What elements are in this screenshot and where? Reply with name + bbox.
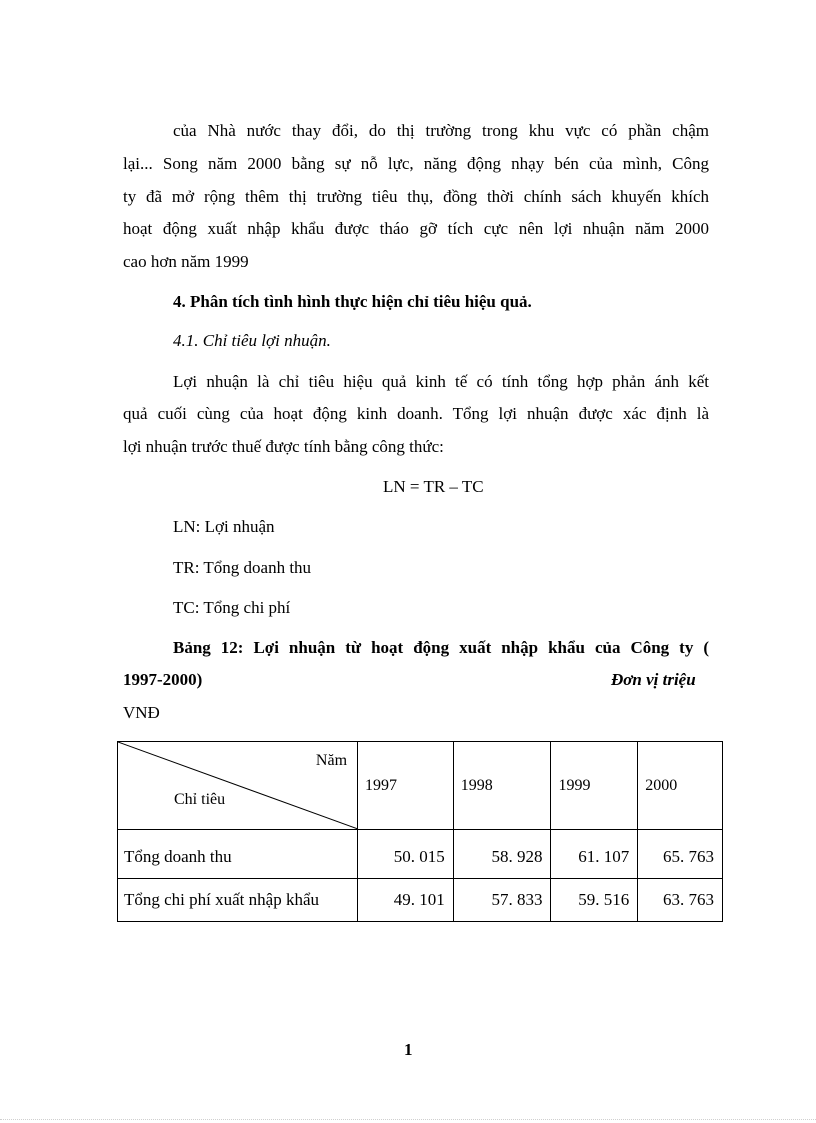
paragraph-line: hoạt động xuất nhập khẩu được tháo gỡ tích cực nên lợi nhuận năm 2000 [123, 219, 709, 238]
table-caption: Bảng 12: Lợi nhuận từ hoạt động xuất nhập khẩu của Công ty ( [173, 638, 709, 657]
table-cell: 57. 833 [453, 879, 551, 922]
diagonal-header-cell [118, 742, 358, 830]
year-header: 2000 [638, 742, 723, 830]
page-bottom-divider [0, 1119, 816, 1120]
row-label: Tổng doanh thu [118, 830, 358, 879]
year-header: 1999 [551, 742, 638, 830]
subsection-heading: 4.1. Chỉ tiêu lợi nhuận. [173, 331, 331, 350]
section-heading: 4. Phân tích tình hình thực hiện chỉ tiêu hiệu quả. [173, 292, 532, 311]
table-row [118, 830, 723, 879]
table-cell: 61. 107 [551, 830, 638, 879]
formula: LN = TR – TC [383, 477, 484, 496]
table-unit: Đơn vị triệu [611, 670, 696, 689]
paragraph-line: ty đã mở rộng thêm thị trường tiêu thụ, đồng thời chính sách khuyến khích [123, 187, 709, 206]
table-row [118, 879, 723, 922]
paragraph-line: của Nhà nước thay đổi, do thị trường trong khu vực có phần chậm [173, 121, 709, 140]
table-cell: 59. 516 [551, 879, 638, 922]
row-label: Tổng chi phí xuất nhập khẩu [118, 879, 358, 922]
definition-tc: TC: Tổng chi phí [173, 598, 291, 617]
table-unit-continued: VNĐ [123, 703, 160, 722]
definition-tr: TR: Tổng doanh thu [173, 558, 312, 577]
table-caption-years: 1997-2000) [123, 670, 203, 689]
paragraph-line: lợi nhuận trước thuế được tính bằng công thức: [123, 437, 444, 456]
table-cell: 65. 763 [638, 830, 723, 879]
table-cell: 50. 015 [358, 830, 454, 879]
paragraph-line: Lợi nhuận là chỉ tiêu hiệu quả kinh tế có tính tổng hợp phản ánh kết [173, 372, 709, 391]
table-cell: 49. 101 [358, 879, 454, 922]
paragraph-line: quả cuối cùng của hoạt động kinh doanh. Tổng lợi nhuận được xác định là [123, 404, 709, 423]
header-year-label: Năm [315, 752, 348, 769]
year-header: 1998 [453, 742, 551, 830]
profit-table [117, 741, 723, 922]
page-number: 1 [404, 1040, 413, 1059]
paragraph-line: lại... Song năm 2000 bằng sự nỗ lực, năng động nhạy bén của mình, Công [123, 154, 709, 173]
paragraph-line: cao hơn năm 1999 [123, 252, 249, 271]
table-cell: 63. 763 [638, 879, 723, 922]
table-cell: 58. 928 [453, 830, 551, 879]
year-header: 1997 [358, 742, 454, 830]
table-header-row [118, 742, 723, 830]
definition-ln: LN: Lợi nhuận [173, 517, 275, 536]
header-indicator-label: Chỉ tiêu [174, 791, 226, 808]
